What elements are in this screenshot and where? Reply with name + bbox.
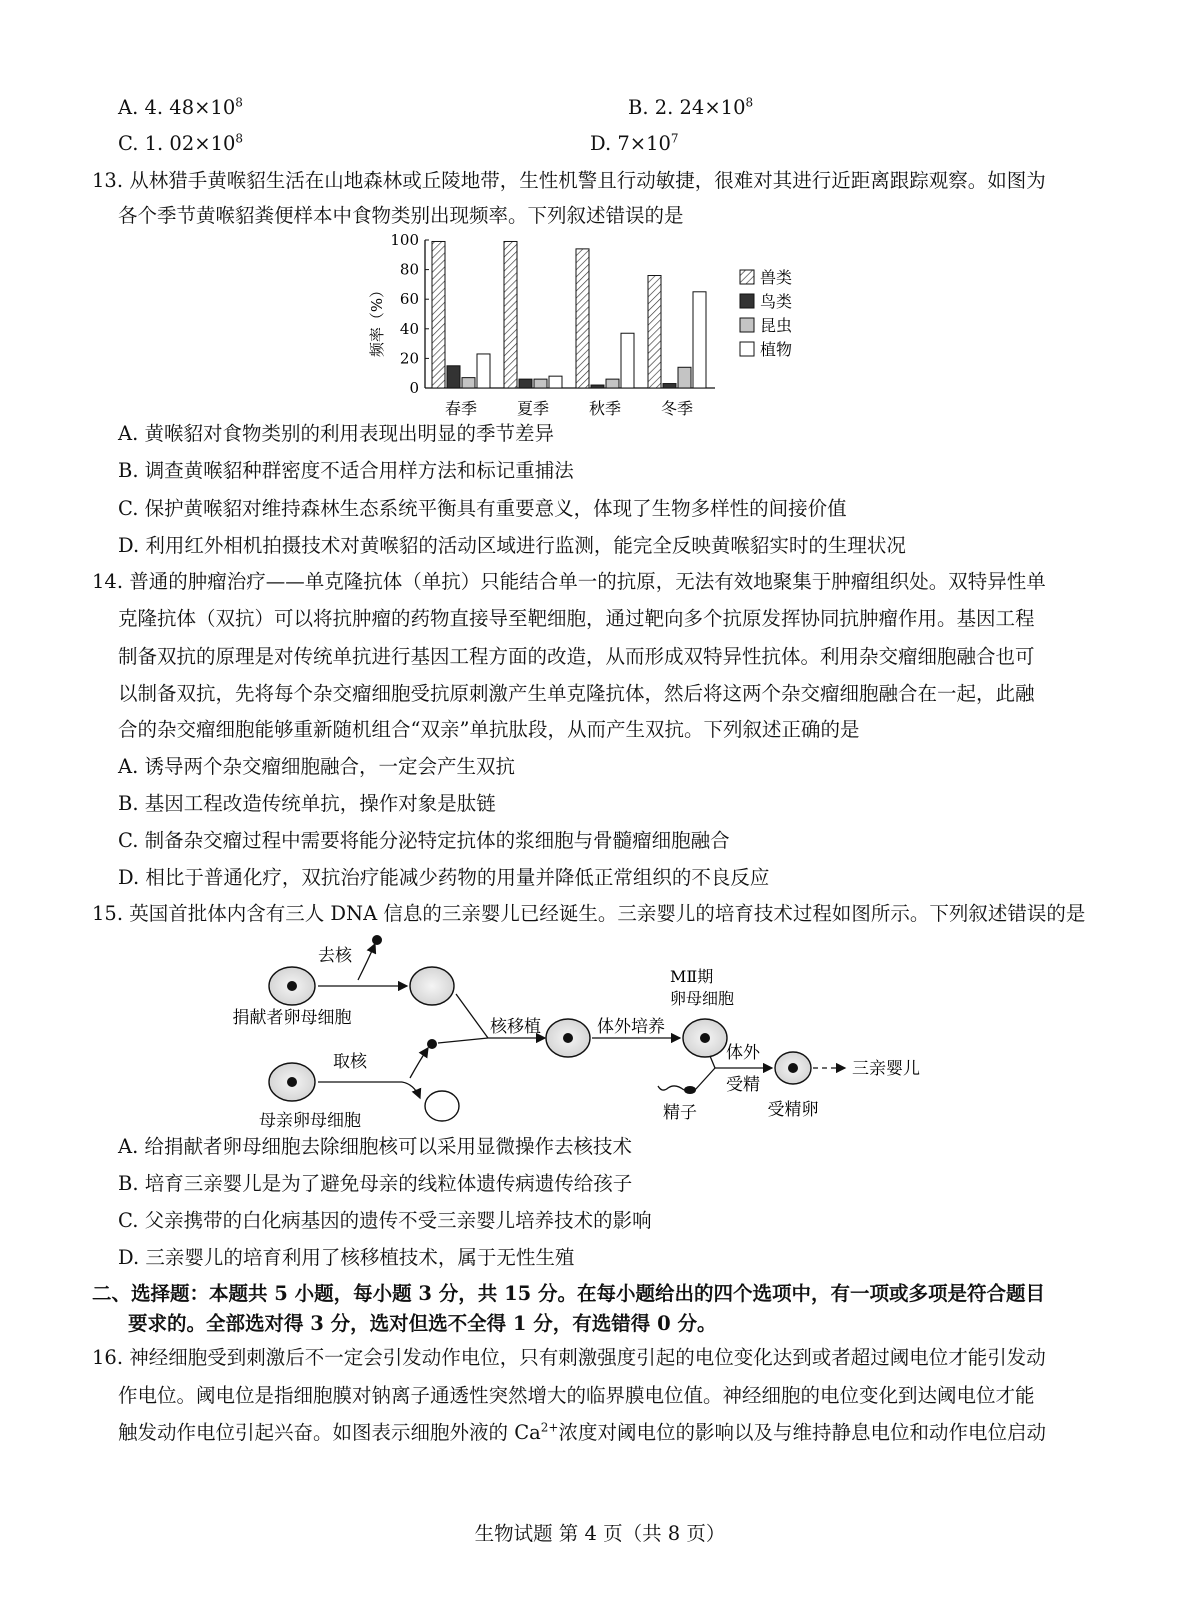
- bar-兽类-春季: [432, 241, 445, 388]
- q14-stem-line2: 克隆抗体（双抗）可以将抗肿瘤的药物直接导至靶细胞，通过靶向多个抗原发挥协同抗肿瘤作用。基因工程: [118, 607, 1035, 630]
- line-from-sperm: [695, 1068, 715, 1090]
- bar-鸟类-秋季: [591, 385, 604, 388]
- sperm-head: [684, 1086, 696, 1094]
- bar-植物-春季: [477, 354, 490, 388]
- zygote-nucleus: [788, 1063, 798, 1073]
- bar-植物-夏季: [549, 376, 562, 388]
- mother-extracted-nucleus: [427, 1039, 437, 1049]
- q15-option-a: A. 给捐献者卵母细胞去除细胞核可以采用显微操作去核技术: [118, 1135, 632, 1158]
- bar-昆虫-冬季: [678, 367, 691, 388]
- q16-stem-line3: 触发动作电位引起兴奋。如图表示细胞外液的 $Ca^{2+}$浓度对阈电位的影响以及与维持静息电位和动作电位启动: [118, 1420, 1046, 1444]
- three-parent-baby-label: 三亲婴儿: [852, 1059, 920, 1079]
- q13-option-d: D. 利用红外相机拍摄技术对黄喉貂的活动区域进行监测，能完全反映黄喉貂实时的生理状况: [118, 534, 906, 557]
- section2-heading-line2: 要求的。全部选对得 3 分，选对但选不全得 1 分，有选错得 0 分。: [128, 1312, 717, 1335]
- nuclear-transfer-label: 核移植: [490, 1017, 541, 1037]
- arrow-extracted-nucleus: [410, 1048, 428, 1078]
- bar-昆虫-春季: [462, 378, 475, 388]
- bar-兽类-冬季: [648, 276, 661, 388]
- legend-label: 鸟类: [760, 292, 793, 311]
- y-tick-label: 40: [399, 319, 419, 338]
- q16-stem-line1: 16. 神经细胞受到刺激后不一定会引发动作电位，只有刺激强度引起的电位变化达到或者超过阈电位才能引发动: [92, 1346, 1046, 1369]
- y-tick-label: 60: [399, 290, 419, 309]
- bar-昆虫-秋季: [606, 379, 619, 388]
- food-frequency-chart: [370, 228, 820, 428]
- line-from-enucleated: [456, 994, 488, 1038]
- legend-label: 植物: [760, 340, 793, 359]
- y-tick-label: 20: [399, 349, 419, 368]
- bars-group: [432, 241, 706, 388]
- line-from-mii: [710, 1056, 715, 1068]
- q12-option-c: C. 1. $02\times 10^8$: [118, 131, 244, 155]
- removed-nucleus: [372, 935, 382, 945]
- q13-option-a: A. 黄喉貂对食物类别的利用表现出明显的季节差异: [118, 422, 554, 445]
- q14-option-c: C. 制备杂交瘤过程中需要将能分泌特定抗体的浆细胞与骨髓瘤细胞融合: [118, 829, 730, 852]
- q14-option-a: A. 诱导两个杂交瘤细胞融合，一定会产生双抗: [118, 755, 515, 778]
- ivf-label-line2: 受精: [726, 1075, 760, 1095]
- q14-stem-line1: 14. 普通的肿瘤治疗——单克隆抗体（单抗）只能结合单一的抗原，无法有效地聚集于肿瘤组织处。双特异性单: [92, 570, 1046, 593]
- legend-swatch: [740, 270, 754, 284]
- bar-鸟类-春季: [447, 366, 460, 388]
- bar-鸟类-夏季: [519, 379, 532, 388]
- q12-option-b: B. 2. $24\times 10^8$: [628, 95, 754, 119]
- ivf-label-line1: 体外: [726, 1043, 760, 1063]
- mother-oocyte-label: 母亲卵母细胞: [259, 1111, 361, 1131]
- mother-oocyte-remainder: [425, 1091, 459, 1121]
- remove-nucleus-arrow: [358, 944, 375, 980]
- q12-option-a: A. 4. $48\times 10^8$: [118, 95, 243, 119]
- q14-option-b: B. 基因工程改造传统单抗，操作对象是肽链: [118, 792, 496, 815]
- page-footer: 生物试题 第 4 页（共 8 页）: [474, 1522, 726, 1545]
- q16-stem-line2: 作电位。阈电位是指细胞膜对钠离子通透性突然增大的临界膜电位值。神经细胞的电位变化到达阈电位才能: [118, 1384, 1035, 1407]
- q15-option-c: C. 父亲携带的白化病基因的遗传不受三亲婴儿培养技术的影响: [118, 1209, 652, 1232]
- y-tick-label: 80: [399, 260, 419, 279]
- legend-swatch: [740, 342, 754, 356]
- in-vitro-culture-label: 体外培养: [597, 1017, 665, 1037]
- legend-swatch: [740, 318, 754, 332]
- q14-stem-line3: 制备双抗的原理是对传统单抗进行基因工程方面的改造，从而形成双特异性抗体。利用杂交瘤细胞融合也可: [118, 645, 1035, 668]
- sperm-tail: [658, 1086, 684, 1090]
- section2-heading-line1: 二、选择题：本题共 5 小题，每小题 3 分，共 15 分。在每小题给出的四个选项中，有一项或多项是符合题目: [92, 1282, 1046, 1305]
- donor-oocyte-label: 捐献者卵母细胞: [232, 1008, 352, 1028]
- take-nucleus-label: 取核: [333, 1052, 367, 1072]
- three-parent-baby-diagram: [232, 930, 950, 1131]
- bar-兽类-夏季: [504, 241, 517, 388]
- q13-option-b: B. 调查黄喉貂种群密度不适合用样方法和标记重捕法: [118, 459, 574, 482]
- x-tick-label: 秋季: [588, 399, 622, 418]
- y-axis-ticks: [390, 231, 429, 397]
- arrow-to-empty-oocyte: [402, 1082, 420, 1098]
- q15-option-b: B. 培育三亲婴儿是为了避免母亲的线粒体遗传病遗传给孩子: [118, 1172, 633, 1195]
- mii-stage-label: MⅡ期: [670, 967, 714, 986]
- q15-option-d: D. 三亲婴儿的培育利用了核移植技术，属于无性生殖: [118, 1246, 575, 1269]
- sperm-label: 精子: [663, 1103, 697, 1123]
- q14-stem-line4: 以制备双抗，先将每个杂交瘤细胞受抗原刺激产生单克隆抗体，然后将这两个杂交瘤细胞融合在一起，此融: [118, 682, 1035, 705]
- x-tick-label: 夏季: [516, 399, 550, 418]
- mii-nucleus: [700, 1033, 710, 1043]
- y-axis-label: 频率（%）: [368, 282, 386, 358]
- bar-昆虫-夏季: [534, 379, 547, 388]
- q15-stem: 15. 英国首批体内含有三人 DNA 信息的三亲婴儿已经诞生。三亲婴儿的培育技术过程如图所示。下列叙述错误的是: [92, 902, 1086, 925]
- y-tick-label: 0: [409, 379, 419, 397]
- line-from-nucleus: [438, 1038, 488, 1043]
- x-tick-label: 春季: [444, 399, 478, 418]
- chart-legend: [740, 268, 792, 359]
- q13-option-c: C. 保护黄喉貂对维持森林生态系统平衡具有重要意义，体现了生物多样性的间接价值: [118, 497, 847, 520]
- bar-鸟类-冬季: [663, 384, 676, 388]
- mother-nucleus: [287, 1077, 297, 1087]
- bar-兽类-秋季: [576, 249, 589, 388]
- q14-stem-line5: 合的杂交瘤细胞能够重新随机组合“双亲”单抗肽段，从而产生双抗。下列叙述正确的是: [118, 718, 860, 741]
- mii-oocyte-label: 卵母细胞: [670, 989, 735, 1008]
- x-axis-labels: [445, 399, 693, 418]
- bar-植物-秋季: [621, 333, 634, 388]
- bar-植物-冬季: [693, 292, 706, 388]
- y-tick-label: 100: [390, 231, 419, 249]
- legend-label: 昆虫: [760, 316, 793, 335]
- zygote-label: 受精卵: [767, 1100, 819, 1120]
- legend-label: 兽类: [760, 268, 793, 287]
- q13-stem-line1: 13. 从林猎手黄喉貂生活在山地森林或丘陵地带，生性机警且行动敏捷，很难对其进行近距离跟踪观察。如图为: [92, 169, 1046, 192]
- enucleated-oocyte: [410, 967, 454, 1005]
- q13-stem-line2: 各个季节黄喉貂粪便样本中食物类别出现频率。下列叙述错误的是: [118, 204, 684, 227]
- remove-nucleus-label: 去核: [318, 946, 352, 966]
- donor-nucleus: [287, 981, 297, 991]
- q12-option-d: D. $7\times 10^7$: [590, 131, 679, 155]
- x-tick-label: 冬季: [660, 399, 694, 418]
- legend-swatch: [740, 294, 754, 308]
- q14-option-d: D. 相比于普通化疗，双抗治疗能减少药物的用量并降低正常组织的不良反应: [118, 866, 770, 889]
- reconstructed-nucleus: [563, 1033, 573, 1043]
